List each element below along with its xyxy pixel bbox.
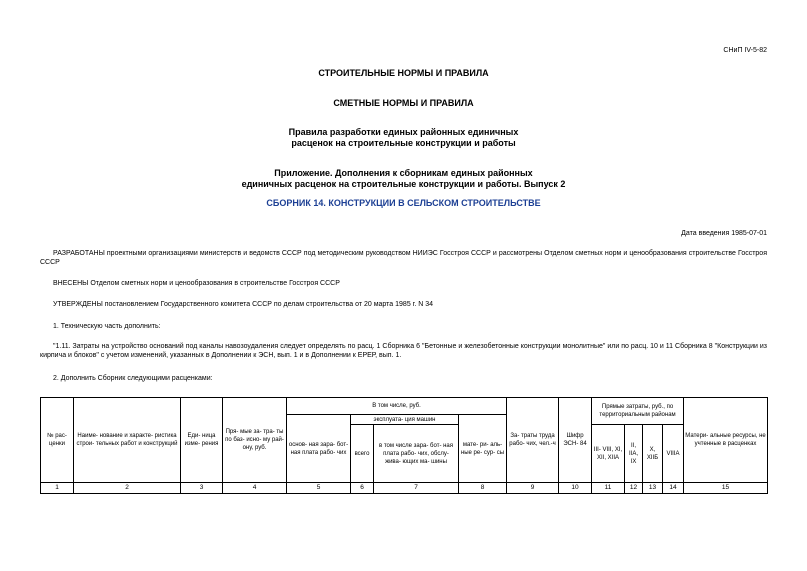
header-machine-operation: эксплуата- ция машин	[351, 415, 459, 425]
title-appendix-line2: единичных расценок на строительные конструкции и работы. Выпуск 2	[241, 179, 566, 189]
title-rules-line2: расценок на строительные конструкции и работы	[291, 138, 516, 148]
header-esn-cipher: Шифр ЭСН- 84	[559, 398, 592, 483]
header-direct-regions: Прямые затраты, руб., по территориальным районам	[592, 398, 684, 425]
column-number: 11	[592, 483, 625, 494]
paragraph-approved: УТВЕРЖДЕНЫ постановлением Государственного комитета СССР по делам строительства от 20 марта 1985 г. N 34	[53, 301, 434, 308]
header-rate-number: № рас- ценки	[41, 398, 74, 483]
header-region-4: VIIIА	[663, 425, 684, 483]
header-region-3: X, XIIБ	[643, 425, 663, 483]
header-unit: Еди- ница изме- рения	[181, 398, 223, 483]
column-number: 4	[223, 483, 287, 494]
column-number: 6	[351, 483, 374, 494]
header-extra-materials: Матери- альные ресурсы, не учтенные в расценках	[684, 398, 768, 483]
header-materials: мате- ри- аль- ные ре- сур- сы	[459, 415, 507, 483]
header-labor-costs: За- траты труда рабо- чих, чел.-ч	[507, 398, 559, 483]
column-number: 15	[684, 483, 768, 494]
table-header-row-1	[41, 398, 768, 415]
header-region-2: II, IIА, IX	[625, 425, 643, 483]
column-number: 7	[374, 483, 459, 494]
column-number: 13	[643, 483, 663, 494]
column-number: 12	[625, 483, 643, 494]
column-number: 5	[287, 483, 351, 494]
header-machine-wage: в том числе зара- бот- ная плата рабо- чих, обслу- жива- ющих ма- шины	[374, 425, 459, 483]
paragraph-developed: РАЗРАБОТАНЫ проектными организациями министерств и ведомств СССР под методическим руководством НИИЭС Госстроя СССР и рассмотрены Отделом сметных норм и ценообразования строительстве Госстроя СССР	[40, 250, 767, 266]
doc-code: СНиП IV-5-82	[723, 47, 767, 54]
column-number: 8	[459, 483, 507, 494]
header-basic-wage: основ- ная зара- бот- ная плата рабо- чих	[287, 415, 351, 483]
header-machine-total: всего	[351, 425, 374, 483]
collection-title: СБОРНИК 14. КОНСТРУКЦИИ В СЕЛЬСКОМ СТРОИТЕЛЬСТВЕ	[266, 198, 541, 208]
title-estimate-norms: СМЕТНЫЕ НОРМЫ И ПРАВИЛА	[333, 98, 474, 108]
column-number: 14	[663, 483, 684, 494]
column-number: 9	[507, 483, 559, 494]
title-building-norms: СТРОИТЕЛЬНЫЕ НОРМЫ И ПРАВИЛА	[318, 68, 489, 78]
header-work-name: Наиме- нование и характе- ристика строи- тельных работ и конструкций	[74, 398, 181, 483]
paragraph-item-2: 2. Дополнить Сборник следующими расценками:	[53, 375, 213, 382]
rates-table	[40, 397, 768, 494]
header-direct-costs: Пря- мые за- тра- ты по баз- исно- му рай- ону, руб.	[223, 398, 287, 483]
paragraph-submitted: ВНЕСЕНЫ Отделом сметных норм и ценообразования в строительстве Госстроя СССР	[53, 280, 340, 287]
header-including: В том числе, руб.	[287, 398, 507, 415]
column-number: 1	[41, 483, 74, 494]
header-region-1: III- VIII, XI, XII, XIIА	[592, 425, 625, 483]
intro-date: Дата введения 1985-07-01	[681, 230, 767, 237]
paragraph-item-1-11: "1.11. Затраты на устройство оснований под каналы навозоудаления следует определять по расц. 1 Сборника 6 "Бетонные и железобетонные конструкции монолитные" или по расц. 10 и 11 Сборника 8 "Конструкции из кирпича и блоков" с учетом изменений, указанных в Дополнении к ЭСН, вып. 1 и в Дополнении к ЕРЕР, вып. 1.	[40, 343, 767, 359]
column-number-row	[41, 483, 768, 494]
column-number: 10	[559, 483, 592, 494]
paragraph-item-1: 1. Техническую часть дополнить:	[53, 323, 161, 330]
column-number: 2	[74, 483, 181, 494]
column-number: 3	[181, 483, 223, 494]
title-appendix-line1: Приложение. Дополнения к сборникам единых районных	[274, 168, 533, 178]
title-rules-line1: Правила разработки единых районных единичных	[288, 127, 519, 137]
